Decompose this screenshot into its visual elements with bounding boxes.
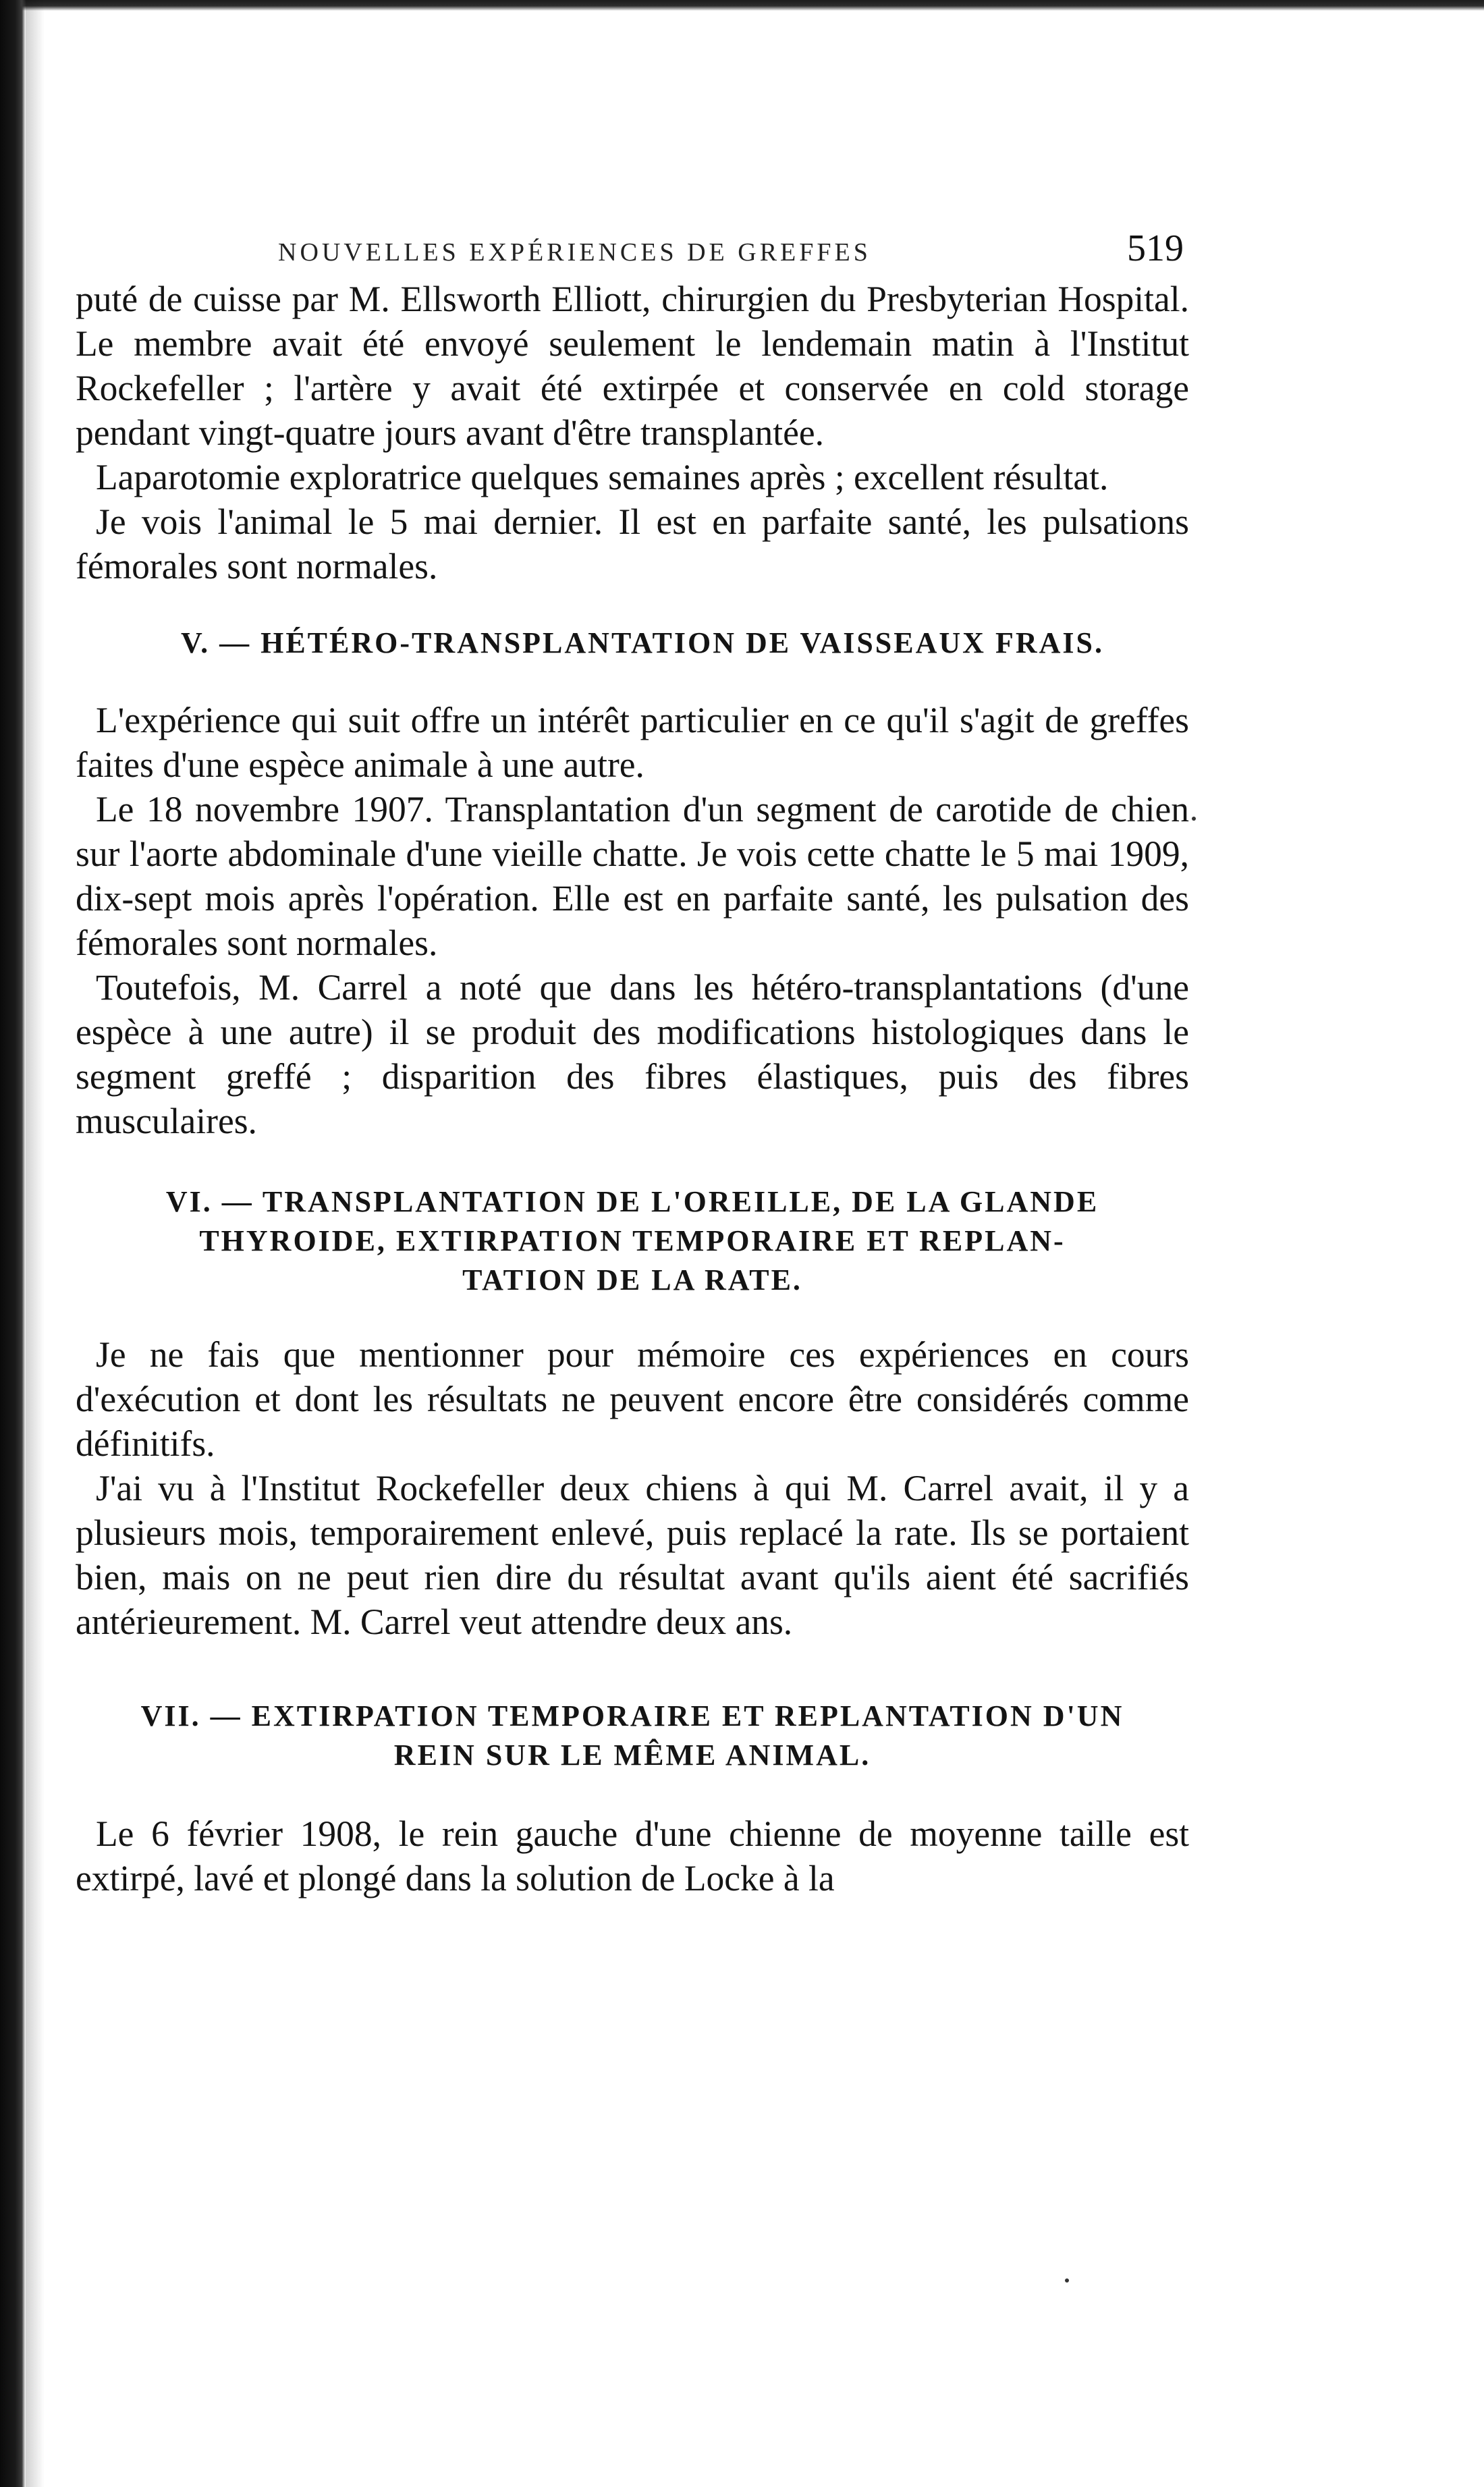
scan-speck <box>1192 817 1196 821</box>
scan-speck <box>1065 2278 1069 2283</box>
page-number: 519 <box>1127 227 1184 269</box>
section-vii-body <box>76 1811 1189 1901</box>
running-title: NOUVELLES EXPÉRIENCES DE GREFFES <box>278 238 871 267</box>
body-text-top <box>76 277 1189 589</box>
paragraph: Laparotomie exploratrice quelques semaines après ; excellent résultat. <box>96 457 1109 497</box>
paragraph-continued: puté de cuisse par M. Ellsworth Elliott, chirurgien du Presbyterian Hospital. Le membre avait été envoyé seulement le lendemain matin à l'Institut Rockefeller ; l'artère y avait été extirpée et conservée en cold storage pendant vingt-quatre jours avant d'être transplantée. <box>76 279 1189 453</box>
section-heading-line: TATION DE LA RATE. <box>462 1263 802 1296</box>
section-heading-vii <box>76 1697 1189 1775</box>
section-heading-vi <box>76 1182 1189 1300</box>
paragraph: Je ne fais que mentionner pour mémoire ces expériences en cours d'exécution et dont les résultats ne peuvent encore être considérés comme définitifs. <box>76 1334 1189 1464</box>
section-heading-line: V. — HÉTÉRO-TRANSPLANTATION DE VAISSEAUX FRAIS. <box>181 626 1104 659</box>
paragraph: Le 18 novembre 1907. Transplantation d'un segment de carotide de chien sur l'aorte abdominale d'une vieille chatte. Je vois cette chatte le 5 mai 1909, dix-sept mois après l'opération. Elle est en parfaite santé, les pulsation des fémorales sont normales. <box>76 789 1189 963</box>
section-heading-v <box>76 624 1189 663</box>
scan-top-edge <box>0 0 1484 11</box>
running-head <box>76 223 1189 277</box>
paragraph: Je vois l'animal le 5 mai dernier. Il est en parfaite santé, les pulsations fémorales sont normales. <box>76 501 1189 586</box>
paragraph: Toutefois, M. Carrel a noté que dans les hétéro-transplantations (d'une espèce à une autre) il se produit des modifications histologiques dans le segment greffé ; disparition des fibres élastiques, puis des fibres musculaires. <box>76 967 1189 1141</box>
section-heading-line: THYROIDE, EXTIRPATION TEMPORAIRE ET REPLAN- <box>199 1224 1066 1257</box>
paragraph: Le 6 février 1908, le rein gauche d'une chienne de moyenne taille est extirpé, lavé et plongé dans la solution de Locke à la <box>76 1813 1189 1898</box>
section-heading-line: VII. — EXTIRPATION TEMPORAIRE ET REPLANTATION D'UN <box>140 1699 1124 1732</box>
scan-binding-edge <box>0 0 26 2487</box>
scan-gutter-shadow <box>26 0 45 2487</box>
paragraph: L'expérience qui suit offre un intérêt particulier en ce qu'il s'agit de greffes faites d'une espèce animale à une autre. <box>76 700 1189 785</box>
paragraph: J'ai vu à l'Institut Rockefeller deux chiens à qui M. Carrel avait, il y a plusieurs mois, temporairement enlevé, puis replacé la rate. Ils se portaient bien, mais on ne peut rien dire du résultat avant qu'ils aient été sacrifiés antérieurement. M. Carrel veut attendre deux ans. <box>76 1468 1189 1642</box>
section-v-body <box>76 698 1189 1143</box>
section-heading-line: VI. — TRANSPLANTATION DE L'OREILLE, DE LA GLANDE <box>165 1185 1099 1218</box>
book-page <box>76 223 1189 1901</box>
section-heading-line: REIN SUR LE MÊME ANIMAL. <box>393 1739 871 1772</box>
section-vi-body <box>76 1332 1189 1644</box>
